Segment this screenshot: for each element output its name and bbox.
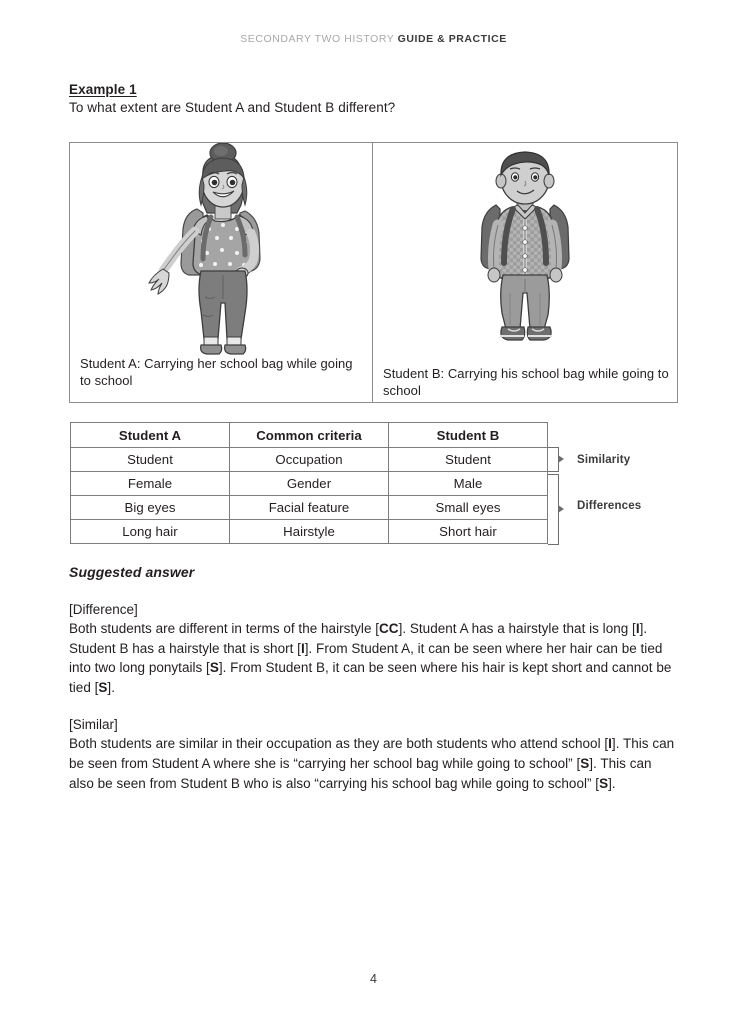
difference-code-s2: S	[98, 679, 108, 695]
similar-text-3: ]. This can also be seen from Student B who is also “carrying his school bag while going to school” [	[69, 755, 652, 791]
similar-paragraph	[69, 734, 680, 793]
similar-label: [Similar]	[69, 717, 118, 733]
table-cell: Hairstyle	[230, 520, 389, 544]
table-cell: Big eyes	[71, 496, 230, 520]
similar-code-s1: S	[580, 755, 590, 771]
table-row	[71, 448, 548, 472]
paragraph-spacer	[69, 697, 680, 717]
table-cell: Small eyes	[389, 496, 548, 520]
example-question: To what extent are Student A and Student B different?	[69, 100, 396, 115]
table-cell: Student	[389, 448, 548, 472]
difference-code-cc: CC	[379, 621, 399, 636]
table-row	[71, 496, 548, 520]
suggested-answer-heading: Suggested answer	[69, 564, 195, 580]
difference-code-i2: I	[300, 640, 305, 656]
difference-code-i1: I	[635, 621, 640, 636]
student-a-caption: Student A: Carrying her school bag while going to school	[80, 356, 353, 388]
table-header-student-b: Student B	[389, 423, 548, 448]
difference-code-s1: S	[209, 660, 219, 676]
table-row	[71, 472, 548, 496]
difference-paragraph	[69, 619, 680, 697]
student-b-caption: Student B: Carrying his school bag while going to school	[383, 366, 669, 398]
suggested-answer-section	[69, 564, 680, 793]
table-header-common-criteria: Common criteria	[230, 423, 389, 448]
difference-text-5: ]. From Student B, it can be seen where his hair is kept short and cannot be tied [	[69, 660, 672, 695]
differences-brace	[548, 474, 559, 545]
difference-text-2: ]. Student A has a hairstyle that is long [	[398, 621, 636, 636]
student-b-illustration	[373, 143, 677, 343]
similarity-label: Similarity	[577, 454, 631, 466]
table-cell: Gender	[230, 472, 389, 496]
similar-text-1: Both students are similar in their occupation as they are both students who attend school [	[69, 736, 609, 752]
similar-text-2: ]. This can be seen from Student A where she is “carrying her school bag while going to school” [	[69, 736, 675, 771]
table-cell: Long hair	[71, 520, 230, 544]
similar-code-i: I	[608, 736, 612, 752]
difference-text-1: Both students are different in terms of the hairstyle [	[69, 621, 380, 636]
table-row	[71, 520, 548, 544]
table-cell: Occupation	[230, 448, 389, 472]
similarity-brace	[548, 447, 559, 472]
example-title: Example 1	[69, 82, 137, 97]
header-edition: GUIDE & PRACTICE	[397, 33, 507, 45]
differences-label: Differences	[577, 500, 642, 512]
similar-text-4: ].	[608, 775, 616, 791]
comparison-table	[70, 422, 548, 544]
table-cell: Female	[71, 472, 230, 496]
difference-label: [Difference]	[69, 602, 138, 617]
table-cell: Short hair	[389, 520, 548, 544]
table-header-student-a: Student A	[71, 423, 230, 448]
student-a-illustration	[70, 143, 372, 355]
table-header-row	[71, 423, 548, 448]
difference-text-6: ].	[107, 679, 115, 695]
page-number: 4	[370, 972, 377, 986]
table-cell: Student	[71, 448, 230, 472]
example-block	[69, 82, 679, 115]
figure-panel-student-b	[373, 143, 677, 402]
figure-frame	[69, 142, 678, 403]
difference-text-3: ]. Student B has a hairstyle that is short [	[69, 621, 648, 656]
similar-code-s2: S	[599, 775, 609, 791]
figure-panel-student-a	[70, 143, 373, 402]
running-header	[0, 33, 747, 45]
table-cell: Facial feature	[230, 496, 389, 520]
table-cell: Male	[389, 472, 548, 496]
header-subject: SECONDARY TWO HISTORY	[240, 33, 395, 45]
difference-text-4: ]. From Student A, it can be seen where her hair can be tied into two long ponytails [	[69, 640, 663, 676]
